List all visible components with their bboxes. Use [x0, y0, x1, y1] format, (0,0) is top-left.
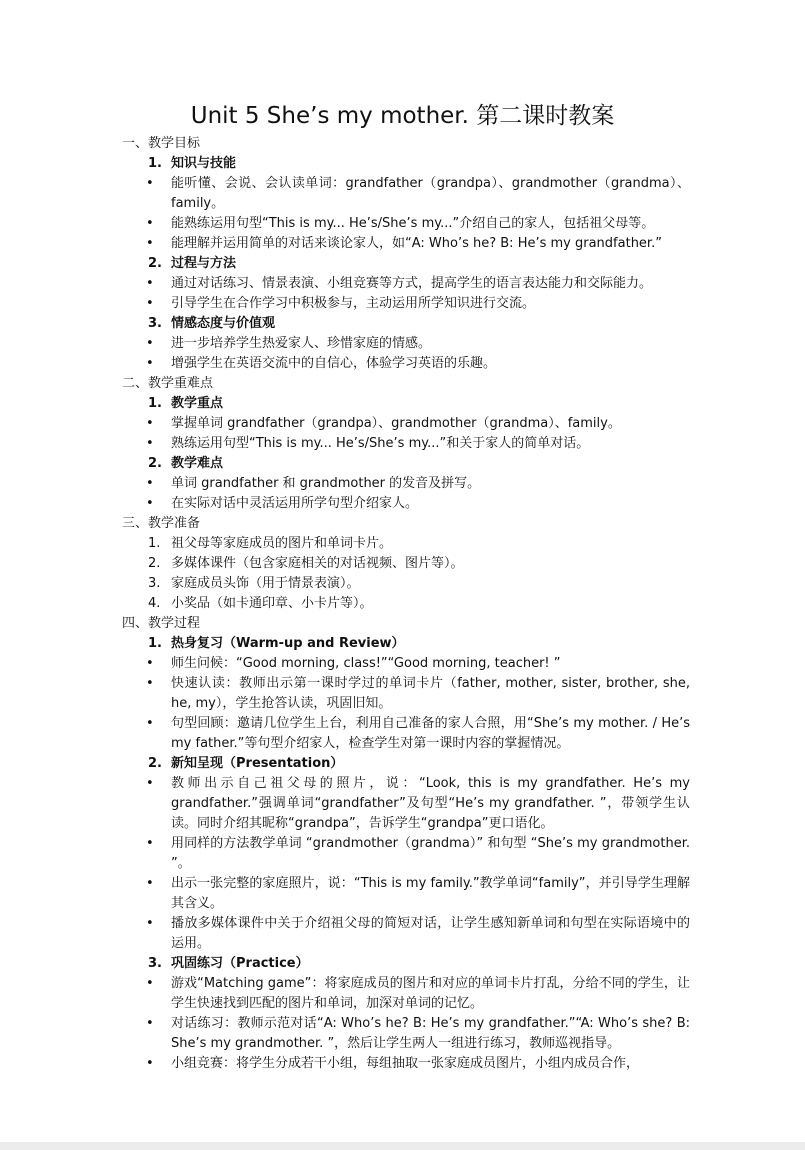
bullet-icon: •	[146, 976, 154, 991]
bullet-icon: •	[146, 296, 154, 311]
subsection-title: 2. 过程与方法	[148, 256, 237, 271]
subsection-title: 1. 热身复习（Warm-up and Review）	[148, 636, 405, 651]
bullet-item: • 能熟练运用句型“This is my... He’s/She’s my...”介绍自己的家人，包括祖父母等。	[122, 214, 690, 234]
numbered-item: 2. 多媒体课件（包含家庭相关的对话视频、图片等）。	[148, 556, 464, 571]
bullet-item: • 句型回顾：邀请几位学生上台，利用自己准备的家人合照，用“She’s my mother. / He’s my father.”等句型介绍家人，检查学生对第一课时内容的掌握情况。	[146, 716, 690, 751]
bullet-item: • 引导学生在合作学习中积极参与，主动运用所学知识进行交流。	[122, 294, 690, 314]
bullet-item: • 进一步培养学生热爱家人、珍惜家庭的情感。	[122, 334, 690, 354]
bullet-icon: •	[146, 776, 154, 791]
section-heading: 三、教学准备	[122, 516, 201, 531]
bullet-icon: •	[146, 236, 154, 251]
bullet-icon: •	[146, 496, 154, 511]
bullet-icon: •	[146, 876, 154, 891]
bullet-icon: •	[146, 676, 154, 691]
bullet-icon: •	[146, 416, 154, 431]
bullet-icon: •	[146, 916, 154, 931]
page-title: Unit 5 She’s my mother. 第二课时教案	[190, 103, 615, 129]
bullet-item: • 教师出示自己祖父母的照片，说：“Look, this is my grandfather. He’s my grandfather.”强调单词“grandfather”及句型“He’s my grandfather. ”，带领学生认读。同时介绍其昵称“grandpa”，告诉学生“grandpa”更口语化。	[146, 776, 690, 831]
bullet-icon: •	[146, 1016, 154, 1031]
bullet-item: • 快速认读：教师出示第一课时学过的单词卡片（father, mother, sister, brother, she, he, my），学生抢答认读，巩固旧知。	[146, 676, 690, 711]
lesson-plan-body	[122, 134, 690, 1074]
bullet-item: • 能听懂、会说、会认读单词：grandfather（grandpa）、grandmother（grandma）、family。	[146, 176, 690, 211]
bullet-item: • 用同样的方法教学单词 “grandmother（grandma）” 和句型 “She’s my grandmother. ”。	[146, 836, 690, 871]
bullet-item: • 小组竞赛：将学生分成若干小组，每组抽取一张家庭成员图片，小组内成员合作，	[122, 1054, 690, 1074]
bullet-icon: •	[146, 716, 154, 731]
bullet-item: • 出示一张完整的家庭照片，说：“This is my family.”教学单词“family”，并引导学生理解其含义。	[146, 876, 690, 911]
bullet-icon: •	[146, 276, 154, 291]
subsection-title: 1. 知识与技能	[148, 156, 237, 171]
subsection-title: 2. 教学难点	[148, 456, 224, 471]
bullet-item: • 在实际对话中灵活运用所学句型介绍家人。	[122, 494, 690, 514]
section-heading: 二、教学重难点	[122, 376, 214, 391]
bullet-item: • 增强学生在英语交流中的自信心，体验学习英语的乐趣。	[122, 354, 690, 374]
subsection-title: 1. 教学重点	[148, 396, 224, 411]
bullet-item: • 掌握单词 grandfather（grandpa）、grandmother（grandma）、family。	[122, 414, 690, 434]
bullet-icon: •	[146, 836, 154, 851]
bullet-icon: •	[146, 436, 154, 451]
section-heading: 四、教学过程	[122, 616, 201, 631]
bullet-item: • 熟练运用句型“This is my... He’s/She’s my...”和关于家人的简单对话。	[122, 434, 690, 454]
numbered-item: 4. 小奖品（如卡通印章、小卡片等）。	[148, 596, 373, 611]
bullet-item: • 通过对话练习、情景表演、小组竞赛等方式，提高学生的语言表达能力和交际能力。	[122, 274, 690, 294]
bullet-item: • 游戏“Matching game”：将家庭成员的图片和对应的单词卡片打乱，分给不同的学生，让学生快速找到匹配的图片和单词，加深对单词的记忆。	[146, 976, 690, 1011]
bullet-icon: •	[146, 216, 154, 231]
bullet-icon: •	[146, 656, 154, 671]
subsection-title: 3. 巩固练习（Practice）	[148, 956, 309, 971]
bullet-item: • 播放多媒体课件中关于介绍祖父母的简短对话，让学生感知新单词和句型在实际语境中的运用。	[146, 916, 690, 951]
bullet-icon: •	[146, 336, 154, 351]
numbered-item: 1. 祖父母等家庭成员的图片和单词卡片。	[148, 536, 393, 551]
bullet-item: • 单词 grandfather 和 grandmother 的发音及拼写。	[122, 474, 690, 494]
subsection-title: 3. 情感态度与价值观	[148, 316, 276, 331]
bullet-icon: •	[146, 476, 154, 491]
bullet-item: • 师生问候：“Good morning, class!”“Good morning, teacher! ”	[122, 654, 690, 674]
bullet-icon: •	[146, 1056, 154, 1071]
bullet-item: • 能理解并运用简单的对话来谈论家人，如“A: Who’s he? B: He’s my grandfather.”	[122, 234, 690, 254]
bullet-item: • 对话练习：教师示范对话“A: Who’s he? B: He’s my grandfather.”“A: Who’s she? B: She’s my grandmother. ”，然后让学生两人一组进行练习，教师巡视指导。	[146, 1016, 690, 1051]
numbered-item: 3. 家庭成员头饰（用于情景表演）。	[148, 576, 360, 591]
bullet-icon: •	[146, 356, 154, 371]
subsection-title: 2. 新知呈现（Presentation）	[148, 756, 344, 771]
bullet-icon: •	[146, 176, 154, 191]
section-heading: 一、教学目标	[122, 136, 201, 151]
